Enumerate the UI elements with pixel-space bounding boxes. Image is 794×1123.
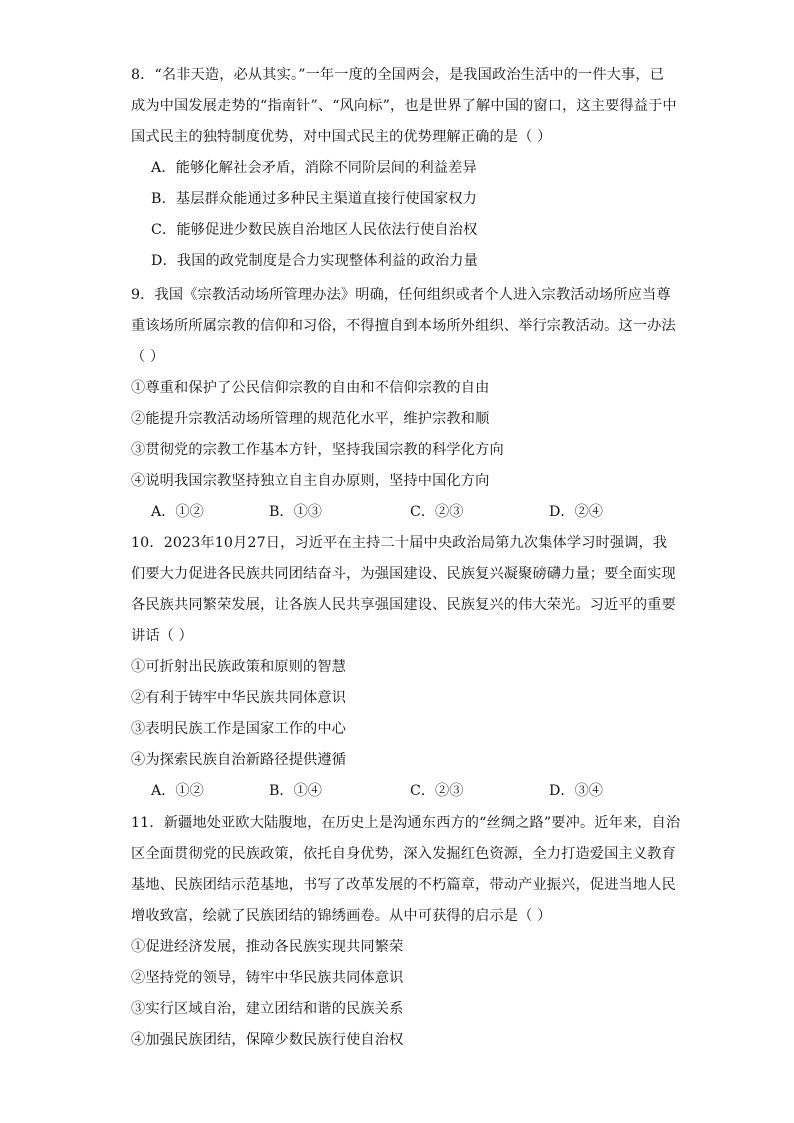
question-9-choice-d: D．②④	[549, 504, 603, 520]
question-10-choices	[131, 776, 661, 807]
question-10-item-2: ②有利于铸牢中华民族共同体意识	[131, 690, 347, 706]
question-8-option-b: B．基层群众能通过多种民主渠道直接行使国家权力	[151, 191, 478, 207]
question-9-choice-b: B．①③	[269, 504, 322, 520]
question-9-choice-c: C．②③	[410, 504, 464, 520]
question-8-option-c: C．能够促进少数民族自治地区人民依法行使自治权	[151, 222, 478, 238]
question-10-stem-line-3: 各民族共同繁荣发展，让各族人民共享强国建设、民族复兴的伟大荣光。习近平的重要	[131, 597, 676, 613]
question-9-choices	[131, 497, 661, 528]
question-11-stem-line-3: 基地、民族团结示范基地，书写了改革发展的不朽篇章，带动产业振兴，促进当地人民	[131, 877, 676, 893]
question-11-item-2: ②坚持党的领导，铸牢中华民族共同体意识	[131, 970, 404, 986]
question-9-item-1: ①尊重和保护了公民信仰宗教的自由和不信仰宗教的自由	[131, 380, 490, 396]
question-10-item-3: ③表明民族工作是国家工作的中心	[131, 721, 347, 737]
question-9-stem-line-3: （ ）	[131, 349, 165, 365]
question-8-stem-line-1: 8．“名非天造，必从其实。”一年一度的全国两会，是我国政治生活中的一件大事，已	[131, 67, 665, 83]
question-10	[131, 528, 676, 807]
question-11-item-1: ①促进经济发展，推动各民族实现共同繁荣	[131, 939, 404, 955]
question-11	[131, 808, 681, 1056]
question-8-stem-line-2: 成为中国发展走势的“指南针”、“风向标”，也是世界了解中国的窗口，这主要得益于中	[131, 98, 677, 114]
question-11-stem-line-2: 区全面贯彻党的民族政策，依托自身优势，深入发掘红色资源，全力打造爱国主义教育	[131, 846, 676, 862]
question-9	[131, 280, 676, 528]
question-10-stem-line-2: 们要大力促进各民族共同团结奋斗，为强国建设、民族复兴凝聚磅礴力量；要全面实现	[131, 566, 676, 582]
question-9-stem-line-1: 9．我国《宗教活动场所管理办法》明确，任何组织或者个人进入宗教活动场所应当尊	[131, 287, 671, 303]
question-9-item-4: ④说明我国宗教坚持独立自主自办原则，坚持中国化方向	[131, 473, 490, 489]
question-10-choice-d: D．③④	[549, 783, 603, 799]
question-11-stem-line-1: 11．新疆地处亚欧大陆腹地，在历史上是沟通东西方的“丝绸之路”要冲。近年来，自治	[131, 815, 681, 831]
question-10-choice-b: B．①④	[269, 783, 322, 799]
question-10-stem-line-1: 10．2023年10月27日，习近平在主持二十届中央政治局第九次集体学习时强调，我	[131, 535, 668, 551]
question-10-choice-c: C．②③	[410, 783, 464, 799]
question-8-option-d: D．我国的政党制度是合力实现整体利益的政治力量	[151, 253, 478, 269]
question-8-option-a: A．能够化解社会矛盾，消除不同阶层间的利益差异	[151, 160, 477, 176]
question-9-choice-a: A．①②	[151, 504, 204, 520]
question-11-item-4: ④加强民族团结，保障少数民族行使自治权	[131, 1032, 404, 1048]
question-10-item-4: ④为探索民族自治新路径提供遵循	[131, 752, 347, 768]
question-11-stem-line-4: 增收致富，绘就了民族团结的锦绣画卷。从中可获得的启示是（ ）	[131, 908, 552, 924]
question-9-stem-line-2: 重该场所所属宗教的信仰和习俗，不得擅自到本场所外组织、举行宗教活动。这一办法	[131, 318, 676, 334]
question-9-item-3: ③贯彻党的宗教工作基本方针，坚持我国宗教的科学化方向	[131, 442, 504, 458]
question-8-stem-line-3: 国式民主的独特制度优势，对中国式民主的优势理解正确的是（ ）	[131, 129, 552, 145]
question-10-item-1: ①可折射出民族政策和原则的智慧	[131, 659, 347, 675]
question-11-item-3: ③实行区域自治，建立团结和谐的民族关系	[131, 1001, 404, 1017]
question-10-stem-line-4: 讲话（ ）	[131, 628, 194, 644]
question-8	[131, 60, 677, 277]
question-10-choice-a: A．①②	[151, 783, 204, 799]
question-9-item-2: ②能提升宗教活动场所管理的规范化水平，维护宗教和顺	[131, 411, 490, 427]
